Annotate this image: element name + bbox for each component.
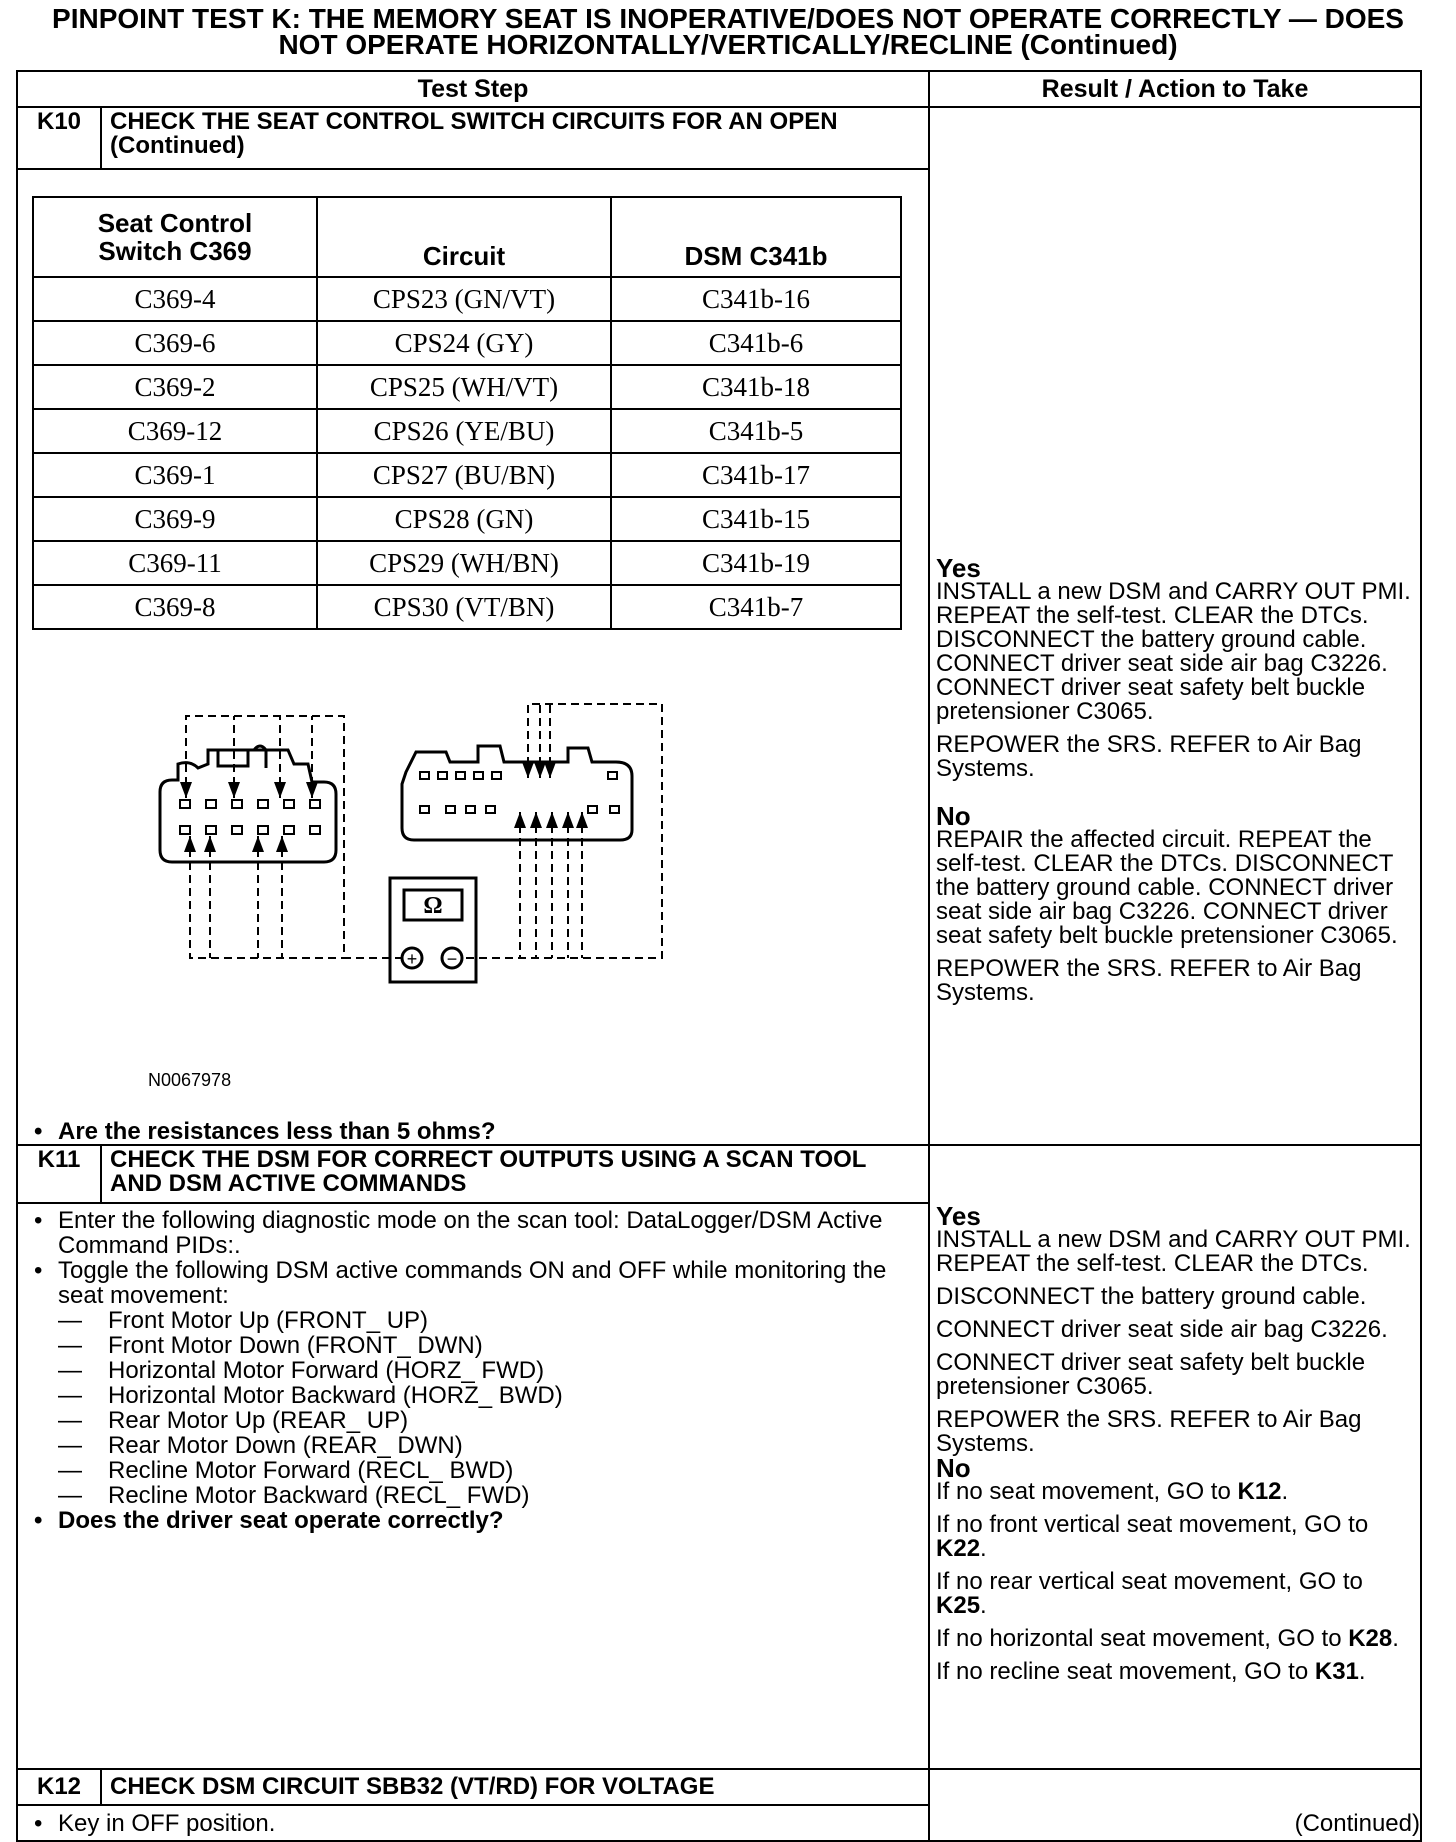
- title-line-2: NOT OPERATE HORIZONTALLY/VERTICALLY/RECLINE (Continued): [278, 29, 1178, 60]
- table-row: [33, 409, 901, 453]
- period: .: [980, 1592, 987, 1619]
- col-circuit-header: Circuit: [317, 197, 611, 277]
- yes-label: Yes: [936, 553, 981, 583]
- table-row: [33, 541, 901, 585]
- no-action-text: If no recline seat movement, GO to: [936, 1658, 1315, 1685]
- no-action-item: [936, 1570, 1414, 1618]
- k12-bullets: [18, 1811, 928, 1836]
- result-header: Result / Action to Take: [929, 71, 1421, 107]
- yes-action-4: CONNECT driver seat safety belt buckle pretensioner C3065.: [936, 1349, 1366, 1400]
- k11-result: [929, 1145, 1421, 1769]
- k11-bullet-2: [38, 1258, 928, 1508]
- pin-table-header: [33, 197, 901, 277]
- step-title: CHECK THE DSM FOR CORRECT OUTPUTS USING A SCAN TOOL AND DSM ACTIVE COMMANDS: [101, 1145, 929, 1203]
- switch-pin-cell: C369-1: [33, 453, 317, 497]
- circuit-cell: CPS25 (WH/VT): [317, 365, 611, 409]
- command-item: — Front Motor Up (FRONT_ UP): [58, 1308, 928, 1333]
- k11-question: • Does the driver seat operate correctly?: [38, 1508, 928, 1533]
- dsm-pin-cell: C341b-19: [611, 541, 901, 585]
- command-item: — Rear Motor Down (REAR_ DWN): [58, 1433, 928, 1458]
- go-to-step-link[interactable]: K28: [1348, 1625, 1393, 1652]
- period: .: [1392, 1625, 1399, 1652]
- circuit-cell: CPS30 (VT/BN): [317, 585, 611, 629]
- no-label: No: [936, 1453, 971, 1483]
- table-row: [33, 585, 901, 629]
- step-title: CHECK THE SEAT CONTROL SWITCH CIRCUITS FOR AN OPEN (Continued): [101, 107, 929, 169]
- continued-note: (Continued): [1294, 1810, 1420, 1837]
- yes-action: INSTALL a new DSM and CARRY OUT PMI. REPEAT the self-test. CLEAR the DTCs.: [936, 1226, 1411, 1277]
- k11-body: [17, 1203, 929, 1769]
- k10-question-list: [18, 1119, 928, 1144]
- col-switch-header-line1: Seat Control: [97, 208, 253, 238]
- pin-table: [32, 196, 902, 630]
- command-item: — Horizontal Motor Forward (HORZ_ FWD): [58, 1358, 928, 1383]
- dsm-pin-cell: C341b-5: [611, 409, 901, 453]
- dsm-pin-cell: C341b-7: [611, 585, 901, 629]
- command-list: [58, 1308, 928, 1508]
- period: .: [980, 1535, 987, 1562]
- no-action-text: If no horizontal seat movement, GO to: [936, 1625, 1349, 1652]
- k11-bullets: [18, 1208, 928, 1533]
- command-item: — Recline Motor Forward (RECL_ BWD): [58, 1458, 928, 1483]
- period: .: [1281, 1478, 1289, 1505]
- switch-pin-cell: C369-12: [33, 409, 317, 453]
- table-row: [33, 497, 901, 541]
- table-row: [33, 321, 901, 365]
- no-action-item: [936, 1660, 1414, 1684]
- test-step-header: Test Step: [17, 71, 929, 107]
- title-line-1: PINPOINT TEST K: THE MEMORY SEAT IS INOPERATIVE/DOES NOT OPERATE CORRECTLY — DOES: [52, 3, 1404, 34]
- no-action-text: If no rear vertical seat movement, GO to: [936, 1568, 1363, 1595]
- table-row: [33, 453, 901, 497]
- yes-label: Yes: [936, 1201, 981, 1231]
- go-to-step-link[interactable]: K31: [1314, 1658, 1359, 1685]
- circuit-cell: CPS28 (GN): [317, 497, 611, 541]
- yes-action-2: DISCONNECT the battery ground cable.: [936, 1283, 1367, 1310]
- circuit-cell: CPS27 (BU/BN): [317, 453, 611, 497]
- step-title: CHECK DSM CIRCUIT SBB32 (VT/RD) FOR VOLTAGE: [101, 1769, 929, 1805]
- table-row: [33, 277, 901, 321]
- col-dsm-header: DSM C341b: [611, 197, 901, 277]
- yes-action-3: CONNECT driver seat side air bag C3226.: [936, 1316, 1388, 1343]
- pinpoint-test-table: [16, 70, 1422, 1842]
- k12-bullet-1: • Key in OFF position.: [38, 1811, 928, 1836]
- no-action-item: [936, 1627, 1414, 1651]
- switch-pin-cell: C369-9: [33, 497, 317, 541]
- k10-body: [17, 169, 929, 1145]
- no-action: REPAIR the affected circuit. REPEAT the self-test. CLEAR the DTCs. DISCONNECT the battery ground cable. CONNECT driver seat side air bag C3226. CONNECT driver seat safety belt buckle pretensioner C3065.: [936, 826, 1398, 949]
- dsm-pin-cell: C341b-6: [611, 321, 901, 365]
- go-to-step-link[interactable]: K25: [936, 1592, 981, 1619]
- command-item: — Horizontal Motor Backward (HORZ_ BWD): [58, 1383, 928, 1408]
- k12-body: [17, 1805, 929, 1841]
- command-item: — Front Motor Down (FRONT_ DWN): [58, 1333, 928, 1358]
- no-action-2: REPOWER the SRS. REFER to Air Bag Systems.: [936, 955, 1362, 1006]
- circuit-cell: CPS23 (GN/VT): [317, 277, 611, 321]
- command-item: — Rear Motor Up (REAR_ UP): [58, 1408, 928, 1433]
- circuit-cell: CPS29 (WH/BN): [317, 541, 611, 585]
- period: .: [1358, 1658, 1366, 1685]
- col-switch-header-line2: Switch C369: [98, 236, 252, 266]
- no-actions: [936, 1480, 1414, 1684]
- dsm-pin-cell: C341b-16: [611, 277, 901, 321]
- command-item: — Recline Motor Backward (RECL_ FWD): [58, 1483, 928, 1508]
- yes-action: INSTALL a new DSM and CARRY OUT PMI. REPEAT the self-test. CLEAR the DTCs. DISCONNECT the battery ground cable. CONNECT driver seat side air bag C3226. CONNECT driver seat safety belt buckle pretensioner C3065.: [936, 578, 1411, 725]
- switch-pin-cell: C369-11: [33, 541, 317, 585]
- col-switch-header: [33, 197, 317, 277]
- k11-bullet-1: • Enter the following diagnostic mode on the scan tool: DataLogger/DSM Active Command PIDs:.: [38, 1208, 928, 1258]
- dsm-pin-cell: C341b-15: [611, 497, 901, 541]
- switch-pin-cell: C369-2: [33, 365, 317, 409]
- figure-id: N0067978: [148, 1070, 232, 1090]
- k10-question: • Are the resistances less than 5 ohms?: [38, 1119, 928, 1144]
- table-header-row: [17, 71, 1421, 107]
- wiring-diagram: [148, 690, 768, 1070]
- table-row: [33, 365, 901, 409]
- dsm-pin-cell: C341b-18: [611, 365, 901, 409]
- k10-result: [929, 107, 1421, 1145]
- no-label: No: [936, 801, 971, 831]
- no-action-item: [936, 1513, 1414, 1561]
- k11-bullet-2-text: Toggle the following DSM active commands ON and OFF while monitoring the seat movement:: [58, 1257, 887, 1309]
- step-number: K12: [17, 1769, 101, 1805]
- k11-title-row: [17, 1145, 1421, 1203]
- meter-minus: −: [446, 949, 458, 969]
- ohm-symbol: Ω: [423, 893, 443, 919]
- yes-action-2: REPOWER the SRS. REFER to Air Bag Systems.: [936, 731, 1362, 782]
- no-action-text: If no seat movement, GO to: [936, 1478, 1238, 1505]
- go-to-step-link[interactable]: K22: [936, 1535, 981, 1562]
- k10-title-row: [17, 107, 1421, 169]
- circuit-cell: CPS26 (YE/BU): [317, 409, 611, 453]
- circuit-cell: CPS24 (GY): [317, 321, 611, 365]
- dsm-pin-cell: C341b-17: [611, 453, 901, 497]
- no-action-text: If no front vertical seat movement, GO to: [936, 1511, 1369, 1538]
- step-number: K10: [17, 107, 101, 169]
- switch-pin-cell: C369-4: [33, 277, 317, 321]
- go-to-step-link[interactable]: K12: [1237, 1478, 1282, 1505]
- meter-plus: +: [406, 949, 418, 969]
- yes-action-5: REPOWER the SRS. REFER to Air Bag Systems.: [936, 1406, 1362, 1457]
- step-number: K11: [17, 1145, 101, 1203]
- page-title: [18, 3, 1438, 60]
- k12-title-row: [17, 1769, 1421, 1805]
- switch-pin-cell: C369-8: [33, 585, 317, 629]
- switch-pin-cell: C369-6: [33, 321, 317, 365]
- no-action-item: [936, 1480, 1414, 1504]
